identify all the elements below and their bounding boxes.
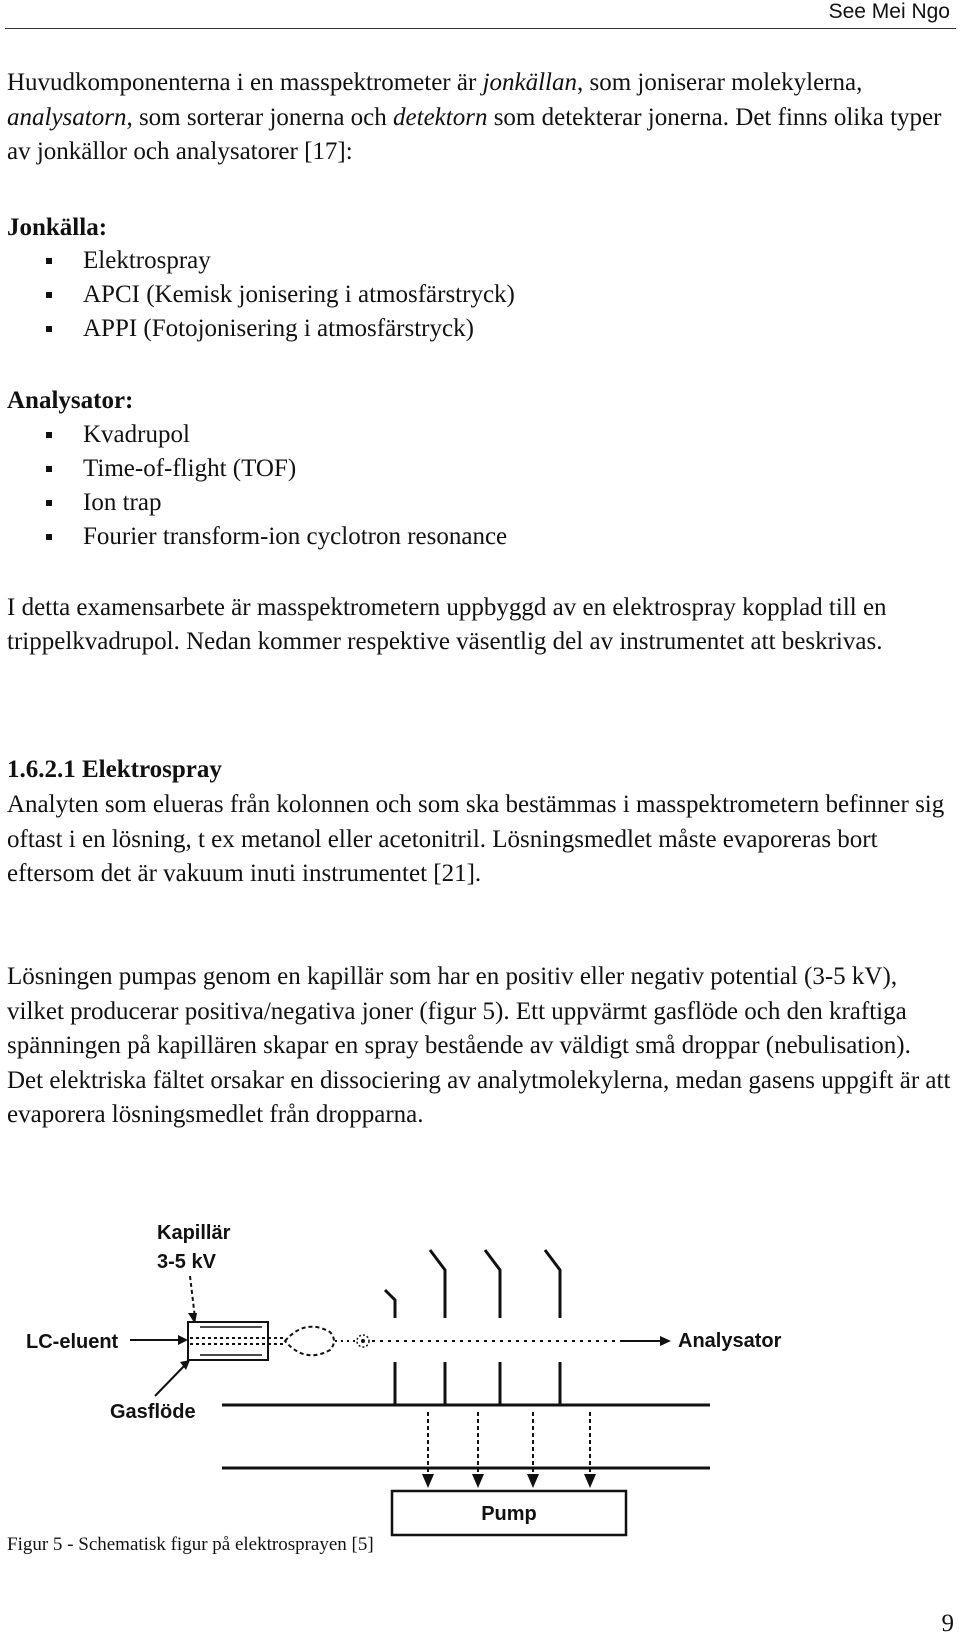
analyzer-arrowhead — [660, 1336, 671, 1346]
spray-cone — [285, 1327, 334, 1356]
skimmer-plates — [385, 1250, 560, 1405]
bullet-square-icon — [46, 466, 52, 472]
gas-flow-label: Gasflöde — [110, 1401, 196, 1423]
intro-text-2: , som joniserar molekylerna, — [577, 69, 863, 96]
electrospray-paragraph-2: Lösningen pumpas genom en kapillär som har en positiv eller negativ potential (3-5 kV), vilket producerar positiva/negativa joner (figur 5). Ett uppvärmt gasflöde och den kraftiga spänningen på kapillären skapar en spray bestående av väldigt små droppar (nebulisation). Det elektriska fältet orsakar en dissociering av analytmolekylerna, medan gasens uppgift är att evaporera lösningsmedlet från dropparna. — [7, 963, 951, 1128]
figure-caption: Figur 5 - Schematisk figur på elektrosprayen [5] — [7, 1534, 374, 1555]
list-item: APCI (Kemisk jonisering i atmosfärstryck) — [0, 278, 515, 312]
intro-term-detector: detektorn — [393, 103, 488, 131]
bullet-square-icon — [46, 432, 52, 438]
header-author: See Mei Ngo — [828, 0, 950, 23]
intro-text-4: som detekterar jonerna. Det finns olika typer av jonkällor och analysatorer [17]: — [7, 103, 942, 165]
skimmer-top-2 — [430, 1250, 445, 1318]
pump-arrows — [422, 1412, 596, 1488]
intro-paragraph — [7, 66, 952, 170]
summary-paragraph: I detta examensarbete är masspektrometern uppbyggd av en elektrospray kopplad till en trippelkvadrupol. Nedan kommer respektive väsentlig del av instrumentet att beskrivas. — [7, 594, 887, 655]
header-rule — [5, 28, 956, 29]
pump-arrowhead-4 — [584, 1474, 596, 1488]
skimmer-top-1 — [385, 1290, 395, 1318]
intro-term-analyzer: analysatorn — [7, 103, 127, 131]
ion-source-list — [0, 244, 515, 346]
analyzer-label: Analysator — [678, 1330, 782, 1352]
gas-flow-arrow-line — [155, 1364, 186, 1396]
capillary-label: Kapillär — [157, 1222, 231, 1244]
bullet-square-icon — [46, 326, 52, 332]
skimmer-top-4 — [545, 1250, 560, 1318]
pump-arrowhead-3 — [527, 1474, 539, 1488]
electrospray-paragraph-1: Analyten som elueras från kolonnen och som ska bestämmas i masspektrometern befinner sig oftast i en lösning, t ex metanol eller acetonitril. Lösningsmedlet måste evaporeras bort eftersom det är vakuum inuti instrumentet [21]. — [7, 791, 945, 887]
droplet-core — [361, 1339, 365, 1343]
analyzer-heading: Analysator: — [7, 387, 134, 414]
capillary-pointer — [190, 1276, 195, 1318]
intro-term-ion-source: jonkällan — [482, 69, 577, 96]
bullet-square-icon — [46, 500, 52, 506]
bullet-square-icon — [46, 534, 52, 540]
list-item: Fourier transform-ion cyclotron resonance — [0, 520, 507, 554]
electrospray-diagram — [0, 1200, 800, 1540]
intro-text-1: Huvudkomponenterna i en masspektrometer är — [7, 69, 483, 96]
bullet-square-icon — [46, 258, 52, 264]
bullet-square-icon — [46, 292, 52, 298]
ion-source-heading: Jonkälla: — [7, 214, 108, 241]
list-item: Kvadrupol — [0, 418, 507, 452]
analyzer-list — [0, 418, 507, 554]
pump-label: Pump — [481, 1503, 537, 1525]
pump-arrowhead-2 — [472, 1474, 484, 1488]
section-heading: 1.6.2.1 Elektrospray — [7, 756, 222, 783]
capillary-voltage-label: 3-5 kV — [157, 1251, 216, 1273]
skimmer-top-3 — [485, 1250, 500, 1318]
list-item: Ion trap — [0, 486, 507, 520]
list-item: Time-of-flight (TOF) — [0, 452, 507, 486]
pump-arrowhead-1 — [422, 1474, 434, 1488]
list-item: APPI (Fotojonisering i atmosfärstryck) — [0, 312, 515, 346]
lc-eluent-label: LC-eluent — [26, 1331, 119, 1353]
page-number: 9 — [941, 1610, 954, 1637]
eluent-arrowhead — [178, 1335, 188, 1345]
electrospray-figure — [0, 1200, 800, 1540]
intro-text-3: , som sorterar jonerna och — [126, 103, 394, 131]
list-item: Elektrospray — [0, 244, 515, 278]
